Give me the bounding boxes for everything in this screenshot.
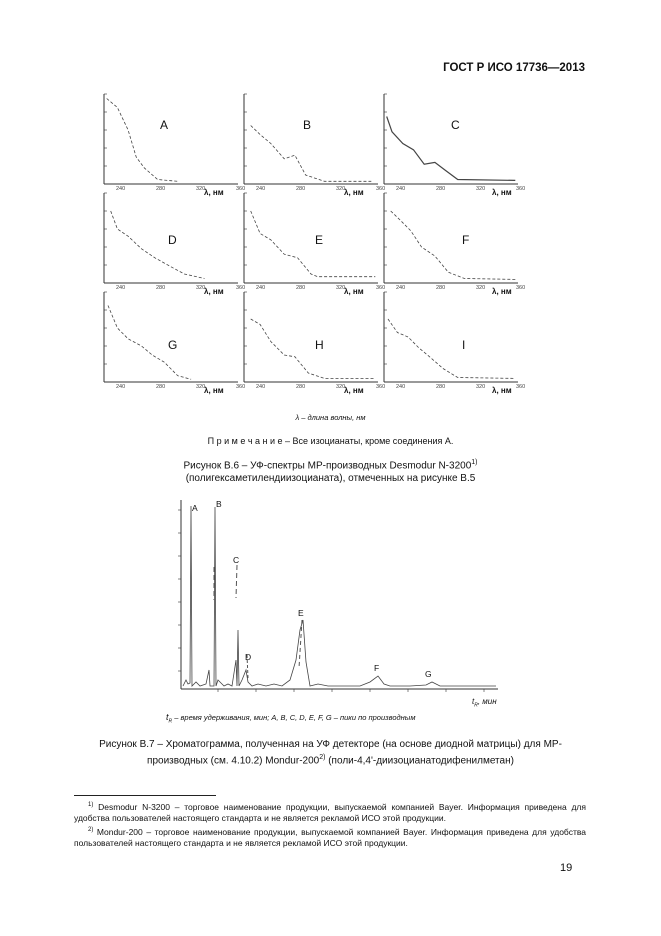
caption-b7-line1: Рисунок В.7 – Хроматограмма, полученная на УФ детекторе (на основе диодной матрицы) для МР-	[99, 739, 562, 750]
uv-panel-label: H	[315, 338, 324, 352]
x-tick-label: 240	[396, 285, 406, 291]
document-header: ГОСТ Р ИСО 17736—2013	[443, 62, 585, 74]
chromatogram-legend: $t_R$ – время удерживания, мин; A, B, C, D, E, F, G – пики по производным	[166, 712, 416, 725]
x-tick-label: 240	[116, 285, 126, 291]
x-tick-label: 320	[476, 384, 486, 390]
peak-label-a: A	[192, 503, 198, 513]
x-tick-label: 360	[236, 186, 246, 192]
x-tick-label: 360	[516, 384, 526, 390]
x-axis-label: λ, нм	[204, 386, 224, 395]
x-tick-label: 360	[236, 384, 246, 390]
x-tick-label: 320	[336, 384, 346, 390]
figure-b7-caption	[0, 738, 661, 767]
peak-c-line	[236, 565, 237, 598]
x-tick-label: 320	[196, 384, 206, 390]
x-tick-label: 360	[376, 186, 386, 192]
x-axis-label: λ, нм	[344, 188, 364, 197]
uv-panel-label: I	[462, 338, 466, 352]
x-tick-label: 280	[296, 384, 306, 390]
x-tick-label: 360	[516, 186, 526, 192]
x-axis-label: λ, нм	[204, 287, 224, 296]
x-tick-label: 280	[156, 384, 166, 390]
x-tick-label: 360	[376, 285, 386, 291]
uv-legend: λ – длина волны, нм	[295, 413, 366, 422]
x-axis-label: λ, нм	[492, 188, 512, 197]
x-axis-label: λ, нм	[492, 386, 512, 395]
x-tick-label: 320	[336, 285, 346, 291]
uv-note: П р и м е ч а н и е – Все изоцианаты, кроме соединения А.	[207, 436, 454, 446]
x-tick-label: 240	[116, 384, 126, 390]
x-tick-label: 320	[336, 186, 346, 192]
x-tick-label: 320	[476, 285, 486, 291]
peak-label-e: E	[298, 608, 304, 618]
footnote-ref-2: 2)	[319, 754, 326, 761]
x-tick-label: 280	[436, 384, 446, 390]
footnote-ref-1: 1)	[471, 459, 478, 466]
x-tick-label: 280	[436, 186, 446, 192]
peak-label-b: B	[216, 499, 222, 509]
x-tick-label: 240	[256, 384, 266, 390]
x-tick-label: 240	[256, 186, 266, 192]
caption-b6-line2: (полигексаметилендиизоцианата), отмеченных на рисунке В.5	[185, 473, 476, 485]
x-tick-label: 280	[296, 285, 306, 291]
x-axis-label: λ, нм	[344, 386, 364, 395]
x-tick-label: 280	[436, 285, 446, 291]
x-tick-label: 320	[476, 186, 486, 192]
uv-panel-label: E	[315, 233, 324, 247]
uv-panel-label: A	[160, 118, 169, 132]
chromatogram-x-axis-label: $t_R$, мин	[472, 697, 497, 709]
x-tick-label: 360	[376, 384, 386, 390]
uv-panel-label: G	[168, 338, 178, 352]
uv-panel-label: D	[168, 233, 177, 247]
peak-label-g: G	[425, 669, 432, 679]
peak-label-f: F	[374, 663, 380, 673]
x-axis-label: λ, нм	[344, 287, 364, 296]
footnote-2: $^{2)}$ Mondur-200 – торговое наименование продукции, выпускаемой компанией Bayer. Информация приведена для удобства пользователей настоящего стандарта и не является рекламой ИСО этой продукции.	[74, 826, 586, 848]
uv-panel-label: F	[462, 233, 470, 247]
x-axis-label: λ, нм	[492, 287, 512, 296]
page-number: 19	[560, 862, 573, 874]
caption-b7-line2-pre: производных (см. 4.10.2) Mondur-200	[147, 755, 320, 767]
caption-b6-line1: Рисунок В.6 – УФ-спектры МР-производных Desmodur N-3200	[183, 460, 472, 472]
x-tick-label: 280	[296, 186, 306, 192]
caption-b7-line2-post: (поли-4,4'-диизоцианатодифенилметан)	[325, 755, 514, 767]
footnote-divider	[74, 795, 216, 796]
x-tick-label: 360	[516, 285, 526, 291]
x-tick-label: 280	[156, 285, 166, 291]
x-tick-label: 240	[116, 186, 126, 192]
x-tick-label: 320	[196, 285, 206, 291]
footnote-1: $^{1)}$ Desmodur N-3200 – торговое наименование продукции, выпускаемой компанией Bayer. Информация приведена для удобства пользователей настоящего стандарта и не является рекламой ИСО этой продукции.	[74, 801, 586, 823]
chromatogram-trace	[183, 506, 496, 686]
x-axis-label: λ, нм	[204, 188, 224, 197]
x-tick-label: 240	[396, 384, 406, 390]
uv-panel-label: C	[451, 118, 460, 132]
x-tick-label: 360	[236, 285, 246, 291]
x-tick-label: 320	[196, 186, 206, 192]
peak-label-d: D	[245, 652, 252, 662]
x-tick-label: 280	[156, 186, 166, 192]
uv-panel-label: B	[303, 118, 312, 132]
peak-label-c: C	[233, 555, 240, 565]
x-tick-label: 240	[396, 186, 406, 192]
x-tick-label: 240	[256, 285, 266, 291]
